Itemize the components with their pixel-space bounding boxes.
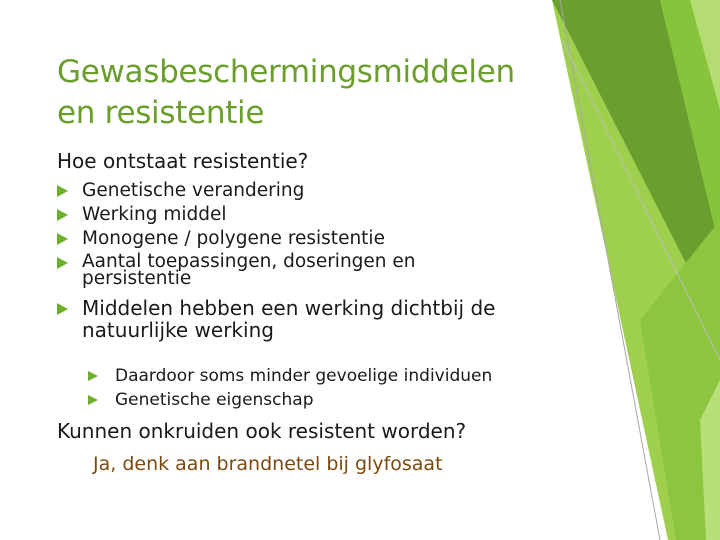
title-line-1: Gewasbeschermingsmiddelen xyxy=(57,54,515,90)
sub-bullet-label: Daardoor soms minder gevoelige individuen xyxy=(115,366,493,386)
arrow-bullet-icon xyxy=(57,303,68,315)
sub-bullet-list xyxy=(88,366,492,414)
page-title xyxy=(57,52,557,134)
question-heading: Hoe ontstaat resistentie? xyxy=(57,149,309,173)
list-item xyxy=(57,229,552,248)
bullet-label: Middelen hebben een werking dichtbij de natuurlijke werking xyxy=(82,296,496,342)
bullet-label: Monogene / polygene resistentie xyxy=(82,228,385,249)
list-item xyxy=(88,390,492,410)
sub-bullet-label: Genetische eigenschap xyxy=(115,390,314,410)
arrow-bullet-icon xyxy=(57,233,68,245)
bullet-label: Genetische verandering xyxy=(82,180,305,201)
second-question: Kunnen onkruiden ook resistent worden? xyxy=(57,419,467,443)
bullet-label: Werking middel xyxy=(82,204,227,225)
arrow-bullet-icon xyxy=(88,395,98,405)
list-item xyxy=(57,205,552,224)
arrow-bullet-icon xyxy=(88,371,98,381)
bullet-label: Aantal toepassingen, doseringen en persistentie xyxy=(82,251,416,289)
list-item xyxy=(57,297,552,341)
list-item xyxy=(57,253,472,287)
arrow-bullet-icon xyxy=(57,209,68,221)
arrow-bullet-icon xyxy=(57,257,68,269)
list-item xyxy=(88,366,492,386)
title-line-2: en resistentie xyxy=(57,95,265,131)
list-item xyxy=(57,181,552,200)
answer-text: Ja, denk aan brandnetel bij glyfosaat xyxy=(93,453,443,475)
arrow-bullet-icon xyxy=(57,185,68,197)
main-bullet-list xyxy=(57,181,552,346)
